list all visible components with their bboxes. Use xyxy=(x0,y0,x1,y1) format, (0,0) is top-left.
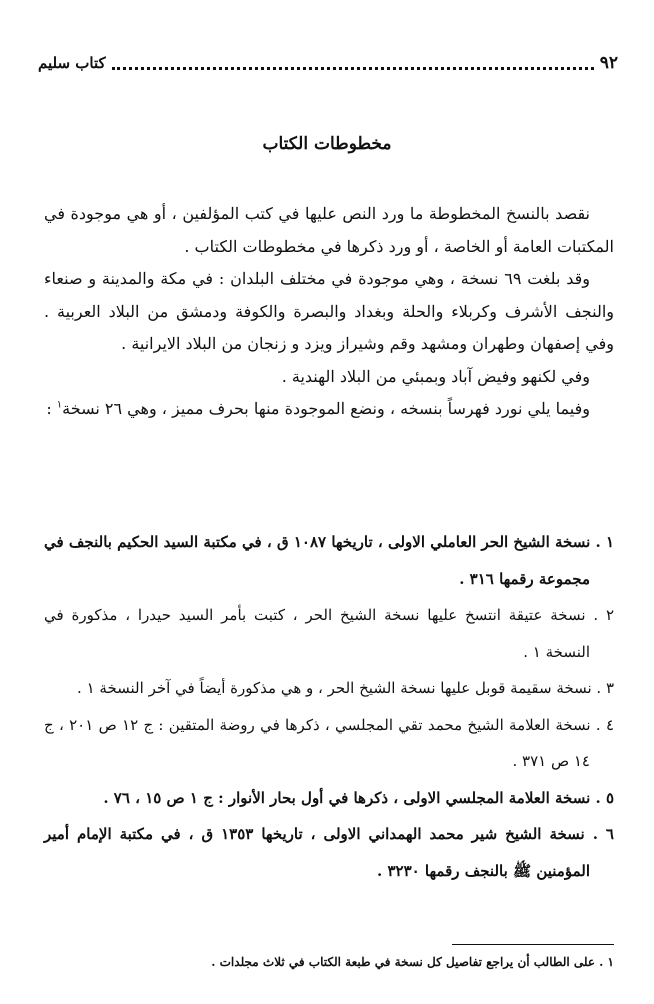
paragraph-intro: نقصد بالنسخ المخطوطة ما ورد النص عليها في كتب المؤلفين ، أو هي موجودة في المكتبات العامة أو الخاصة ، أو ورد ذكرها في مخطوطات الكتاب . xyxy=(44,204,614,256)
page-number: ٩٢ xyxy=(599,53,618,73)
footnote-divider xyxy=(452,944,614,945)
section-title: مخطوطات الكتاب xyxy=(262,134,392,154)
body-text xyxy=(44,198,614,426)
list-item: ٦ . نسخة الشيخ شير محمد الهمداني الاولى ، تاريخها ١٣٥٣ ق ، في مكتبة الإمام أمير المؤمنين ﷺ بالنجف رقمها ٣٢٣٠ . xyxy=(44,825,614,880)
running-book-title: كتاب سليم xyxy=(38,54,106,72)
header-dot-leader xyxy=(112,67,594,70)
page-header xyxy=(38,50,618,76)
list-item: ٣ . نسخة سقيمة قوبل عليها نسخة الشيخ الحر ، و هي مذكورة أيضاً في آخر النسخة ١ . xyxy=(77,679,614,697)
paragraph-india: وفي لكنهو وفيض آباد وبمبئي من البلاد الهندية . xyxy=(281,366,590,386)
paragraph-index-text: وفيما يلي نورد فهرساً بنسخه ، ونضع الموجودة منها بحرف مميز ، وهي ٢٦ نسخة xyxy=(62,399,590,418)
list-item: ١ . نسخة الشيخ الحر العاملي الاولى ، تاريخها ١٠٨٧ ق ، في مكتبة السيد الحكيم بالنجف في مجموعة رقمها ٣١٦ . xyxy=(44,533,614,588)
list-item: ٥ . نسخة العلامة المجلسي الاولى ، ذكرها في أول بحار الأنوار : ج ١ ص ١٥ ، ٧٦ . xyxy=(103,788,614,807)
footnote-reference: ١ xyxy=(56,399,63,411)
paragraph-index-intro xyxy=(44,393,614,426)
paragraph-locations: وقد بلغت ٦٩ نسخة ، وهي موجودة في مختلف البلدان : في مكة والمدينة و صنعاء والنجف الأشرف وكربلاء والحلة وبغداد والبصرة والكوفة ودمشق من البلاد العربية . وفي إصفهان وطهران ومشهد وقم وشيراز ويزد و زنجان من البلاد الايرانية . xyxy=(44,269,614,353)
list-item: ٢ . نسخة عتيقة انتسخ عليها نسخة الشيخ الحر ، كتبت بأمر السيد حيدرا ، مذكورة في النسخة ١ . xyxy=(44,606,614,661)
list-item: ٤ . نسخة العلامة الشيخ محمد تقي المجلسي ، ذكرها في روضة المتقين : ج ١٢ ص ٢٠١ ، ج ١٤ ص ٣٧١ . xyxy=(44,715,615,770)
paragraph-index-colon: : xyxy=(46,399,57,418)
manuscript-list xyxy=(44,524,614,889)
footnote: ١ . على الطالب أن يراجع تفاصيل كل نسخة في طبعة الكتاب في ثلاث مجلدات . xyxy=(211,955,614,969)
